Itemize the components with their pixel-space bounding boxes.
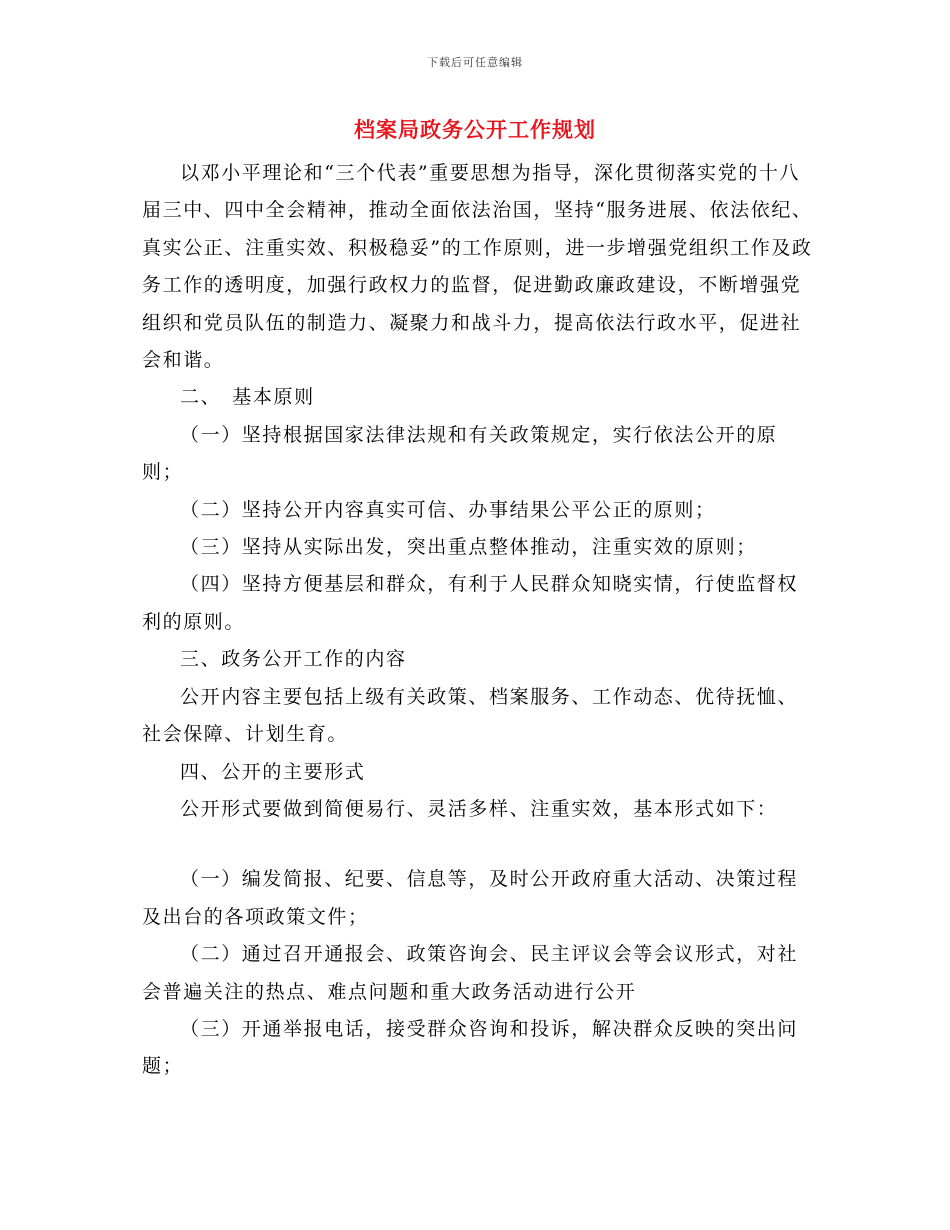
form-item-3: （三）开通举报电话，接受群众咨询和投诉，解决群众反映的突出问题； (142, 1017, 799, 1078)
section-heading-content: 三、政务公开工作的内容 (180, 648, 407, 671)
principle-item-4: （四）坚持方便基层和群众，有利于人民群众知晓实情，行使监督权利的原则。 (142, 573, 799, 633)
paragraph-intro: 以邓小平理论和“三个代表”重要思想为指导，深化贯彻落实党的十八届三中、四中全会精神，推动全面依法治国，坚持“服务进展、依法依纪、真实公正、注重实效、积极稳妥”的工作原则，进一步增强党组织工作及政务工作的透明度，加强行政权力的监督，促进勤政廉政建设，不断增强党组织和党员队伍的制造力、凝聚力和战斗力，提高依法行政水平，促进社会和谐。 (142, 162, 813, 372)
forms-intro-paragraph: 公开形式要做到简便易行、灵活多样、注重实效，基本形式如下： (180, 797, 778, 820)
section-heading-basic-principles: 二、 基本原则 (180, 386, 315, 409)
section-heading-forms: 四、公开的主要形式 (180, 760, 366, 783)
form-item-2: （二）通过召开通报会、政策咨询会、民主评议会等会议形式，对社会普遍关注的热点、难点问题和重大政务活动进行公开 (142, 943, 799, 1003)
content-paragraph: 公开内容主要包括上级有关政策、档案服务、工作动态、优待抚恤、社会保障、计划生育。 (142, 685, 799, 746)
principle-item-3: （三）坚持从实际出发，突出重点整体推动，注重实效的原则； (180, 536, 757, 559)
form-item-1: （一）编发简报、纪要、信息等，及时公开政府重大活动、决策过程及出台的各项政策文件； (142, 868, 799, 928)
document-title: 档案局政务公开工作规划 (354, 117, 596, 142)
principle-item-1: （一）坚持根据国家法律法规和有关政策规定，实行依法公开的原则； (142, 423, 778, 484)
header-note: 下载后可任意编辑 (427, 56, 523, 69)
document-body (142, 155, 814, 1086)
principle-item-2: （二）坚持公开内容真实可信、办事结果公平公正的原则； (180, 498, 716, 521)
